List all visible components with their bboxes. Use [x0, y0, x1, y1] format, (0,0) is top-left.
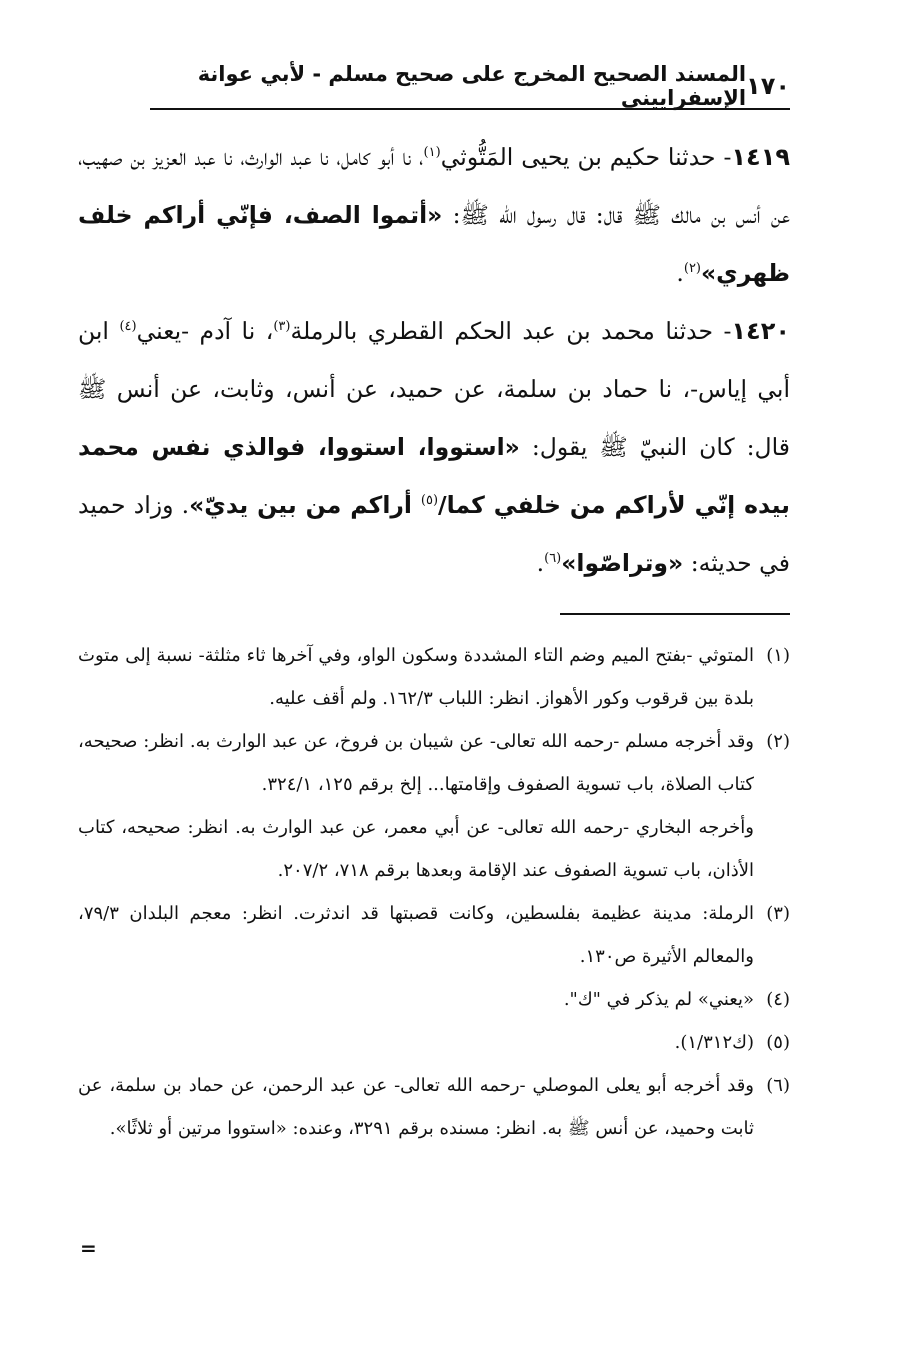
footnote-label: (٥)	[766, 1032, 790, 1053]
hadith-text: - حدثنا محمد بن عبد الحكم القطري بالرملة	[290, 317, 732, 345]
footnote-label: (٤)	[766, 989, 790, 1010]
prophetic-quote: «استووا، استووا، فوالذي نفس محمد بيده إنّي لأراكم من خلفي كما/	[78, 433, 791, 519]
main-text	[78, 128, 790, 592]
hadith-1419	[78, 128, 790, 302]
hadith-end: .	[536, 549, 545, 577]
hadith-text: ابن أبي إياس-، نا حماد بن سلمة، عن حميد، عن أنس، وثابت، عن أنس ﷺ قال: كان النبيّ ﷺ يقول:	[78, 317, 791, 461]
footnote-2	[78, 720, 790, 806]
continuation-mark: =	[80, 1236, 97, 1260]
hadith-text: ، نا أبو كامل، نا عبد الوارث، نا عبد العزيز بن صهيب، عن أنس بن مالك ﷺ قال: قال رسول الله ﷺ:	[78, 143, 790, 229]
running-header	[150, 64, 790, 110]
footnote-ref: (٤)	[119, 319, 137, 335]
footnote-text: وقد أخرجه مسلم -رحمه الله تعالى- عن شيبان بن فروخ، عن عبد الوارث به. انظر: صحيحه، كتاب الصلاة، باب تسوية الصفوف وإقامتها... إلخ برقم ١٢٥، ٣٢٤/١.	[78, 731, 754, 795]
footnote-2-continued: وأخرجه البخاري -رحمه الله تعالى- عن أبي معمر، عن عبد الوارث به. انظر: صحيحه، كتاب الأذان، باب تسوية الصفوف عند الإقامة وبعدها برقم ٧١٨، ٢٠٧/٢.	[78, 817, 754, 881]
footnote-label: (٣)	[766, 903, 790, 924]
footnote-text: المتوثي -بفتح الميم وضم التاء المشددة وسكون الواو، وفي آخرها ثاء مثلثة- نسبة إلى متوث بلدة بين قرقوب وكور الأهواز. انظر: اللباب ١٦٢/٣. ولم أقف عليه.	[78, 645, 754, 709]
footnote-label: (٢)	[766, 731, 790, 752]
footnote-ref: (٣)	[273, 319, 291, 335]
hadith-end: .	[676, 259, 684, 287]
footnote-label: (٦)	[766, 1075, 790, 1096]
footnote-6	[78, 1064, 790, 1150]
footnote-4	[78, 978, 790, 1021]
prophetic-quote: «أتموا الصف، فإنّي أراكم خلف ظهري»	[78, 201, 790, 287]
page-number: ١٧٠	[746, 72, 790, 100]
footnote-ref: (٦)	[544, 551, 562, 567]
footnote-text: (ك١/٣١٢).	[674, 1032, 754, 1053]
footnote-text: الرملة: مدينة عظيمة بفلسطين، وكانت قصبتها قد اندثرت. انظر: معجم البلدان ٧٩/٣، والمعالم الأثيرة ص١٣٠.	[78, 903, 754, 967]
footnote-ref: (٥)	[420, 493, 439, 509]
footnote-text: وقد أخرجه أبو يعلى الموصلي -رحمه الله تعالى- عن عبد الرحمن، عن حماد بن سلمة، عن ثابت وحميد، عن أنس ﷺ به. انظر: مسنده برقم ٣٢٩١، وعنده: «استووا مرتين أو ثلاثًا».	[78, 1075, 754, 1139]
prophetic-quote: «وتراصّوا»	[561, 549, 684, 577]
footnote-separator	[560, 613, 790, 615]
hadith-text: - حدثنا حكيم بن يحيى المَتُّوثي	[440, 143, 732, 171]
footnote-ref: (٢)	[683, 261, 701, 277]
hadith-number: ١٤٢٠	[731, 317, 790, 345]
book-title: المسند الصحيح المخرج على صحيح مسلم - لأبي عوانة الإسفراييني	[197, 62, 747, 110]
hadith-text: . وزاد حميد في حديثه:	[78, 491, 790, 577]
footnote-5	[78, 1021, 790, 1064]
prophetic-quote: أراكم من بين يديّ»	[189, 491, 421, 519]
footnotes	[78, 634, 790, 1150]
footnote-label: (١)	[766, 645, 790, 666]
hadith-number: ١٤١٩	[731, 143, 790, 171]
hadith-1420	[78, 302, 790, 592]
hadith-text: ، نا آدم -يعني	[136, 317, 274, 345]
footnote-3	[78, 892, 790, 978]
footnote-text: «يعني» لم يذكر في "ك".	[563, 989, 754, 1010]
footnote-1	[78, 634, 790, 720]
footnote-ref: (١)	[423, 145, 441, 161]
